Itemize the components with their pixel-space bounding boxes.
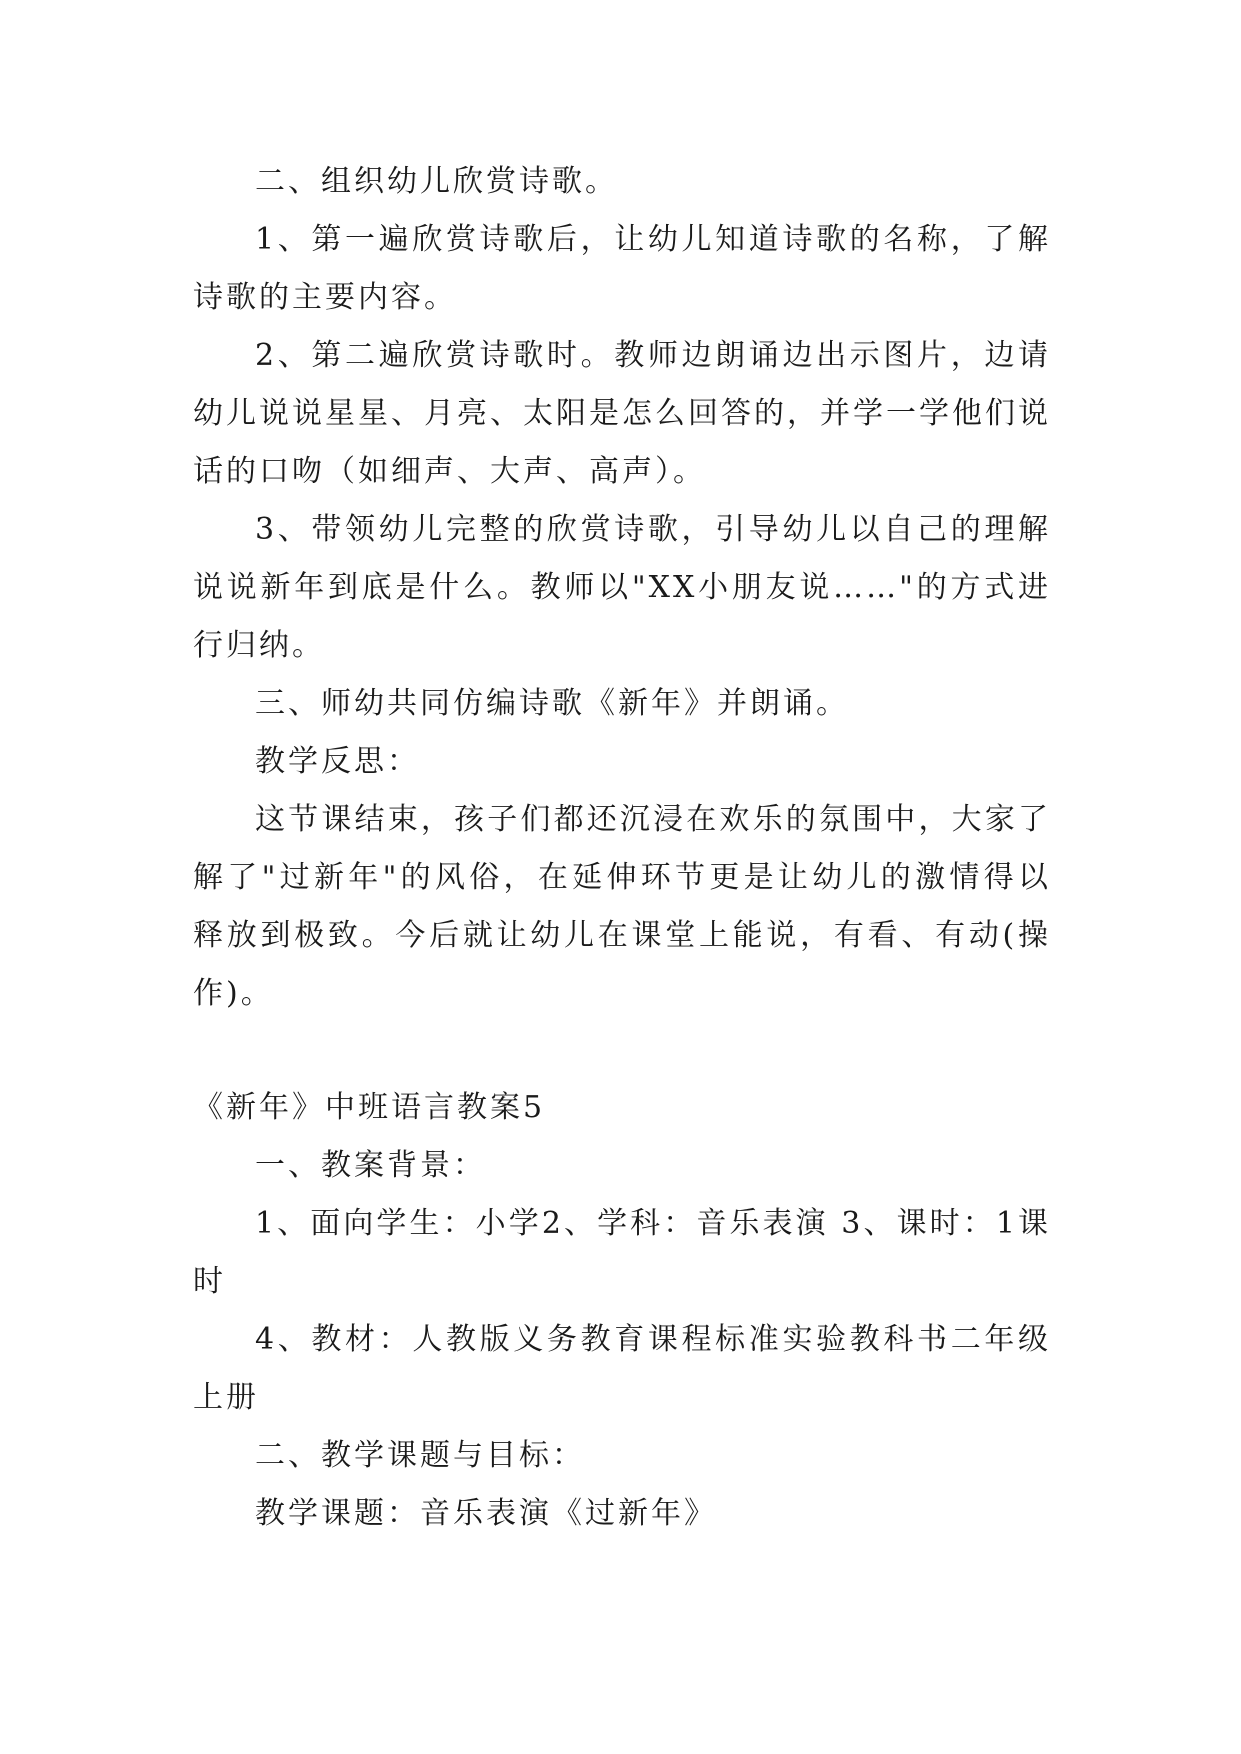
document-body <box>193 153 1051 1543</box>
paragraph: 二、组织幼儿欣赏诗歌。 <box>255 164 618 199</box>
section-title: 《新年》中班语言教案5 <box>193 1090 546 1125</box>
paragraph: 一、教案背景： <box>255 1148 486 1183</box>
paragraph: 三、师幼共同仿编诗歌《新年》并朗诵。 <box>255 686 849 721</box>
paragraph: 这节课结束，孩子们都还沉浸在欢乐的氛围中，大家了解了"过新年"的风俗，在延伸环节更是让幼儿的激情得以释放到极致。今后就让幼儿在课堂上能说，有看、有动(操作)。 <box>193 802 1051 1011</box>
paragraph: 二、教学课题与目标： <box>255 1438 585 1473</box>
paragraph: 教学反思： <box>255 744 420 779</box>
paragraph: 2、第二遍欣赏诗歌时。教师边朗诵边出示图片，边请幼儿说说星星、月亮、太阳是怎么回答的，并学一学他们说话的口吻（如细声、大声、高声）。 <box>193 338 1051 489</box>
section-spacer <box>193 1023 1051 1079</box>
paragraph: 教学课题：音乐表演《过新年》 <box>255 1496 717 1531</box>
paragraph: 4、教材：人教版义务教育课程标准实验教科书二年级上册 <box>193 1322 1051 1415</box>
paragraph: 3、带领幼儿完整的欣赏诗歌，引导幼儿以自己的理解说说新年到底是什么。教师以"XX小朋友说……"的方式进行归纳。 <box>193 512 1051 663</box>
paragraph: 1、第一遍欣赏诗歌后，让幼儿知道诗歌的名称，了解诗歌的主要内容。 <box>193 222 1051 315</box>
paragraph: 1、面向学生：小学2、学科：音乐表演 3、课时：1课时 <box>193 1206 1051 1299</box>
